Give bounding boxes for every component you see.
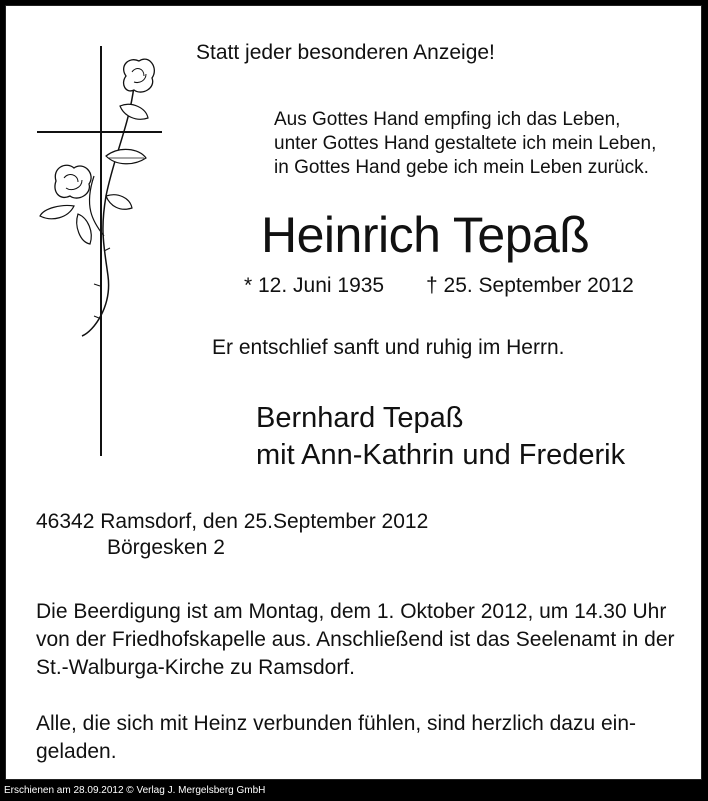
publication-footer: Erschienen am 28.09.2012 © Verlag J. Mergelsberg GmbH — [4, 785, 266, 796]
mourner-line: Bernhard Tepaß — [256, 402, 464, 434]
place-date-line: 46342 Ramsdorf, den 25.September 2012 — [36, 510, 429, 533]
mourner-line: mit Ann-Kathrin und Frederik — [256, 439, 626, 471]
rest-line: Er entschlief sanft und ruhig im Herrn. — [212, 336, 565, 359]
verse-line: Aus Gottes Hand empfing ich das Leben, — [274, 109, 621, 130]
obituary-card — [5, 5, 702, 780]
funeral-details: Die Beerdigung ist am Montag, dem 1. Oktober 2012, um 14.30 Uhr von der Friedhofskapelle aus. Anschließend ist das Seelenamt in der St.-Walburga-Kirche zu Ramsdorf. — [36, 600, 675, 679]
death-date: † 25. September 2012 — [426, 274, 634, 297]
deceased-name: Heinrich Tepaß — [261, 207, 590, 263]
invitation-text: Alle, die sich mit Heinz verbunden fühlen, sind herzlich dazu eingeladen. — [36, 712, 636, 763]
mourners-block — [256, 400, 625, 474]
birth-date: * 12. Juni 1935 — [244, 274, 385, 297]
scripture-verse — [274, 108, 656, 180]
street-address: Börgesken 2 — [107, 536, 225, 559]
notice-headline: Statt jeder besonderen Anzeige! — [196, 41, 495, 64]
verse-line: in Gottes Hand gebe ich mein Leben zurück. — [274, 157, 649, 178]
cross-with-rose-icon — [34, 46, 174, 461]
verse-line: unter Gottes Hand gestaltete ich mein Leben, — [274, 133, 657, 154]
